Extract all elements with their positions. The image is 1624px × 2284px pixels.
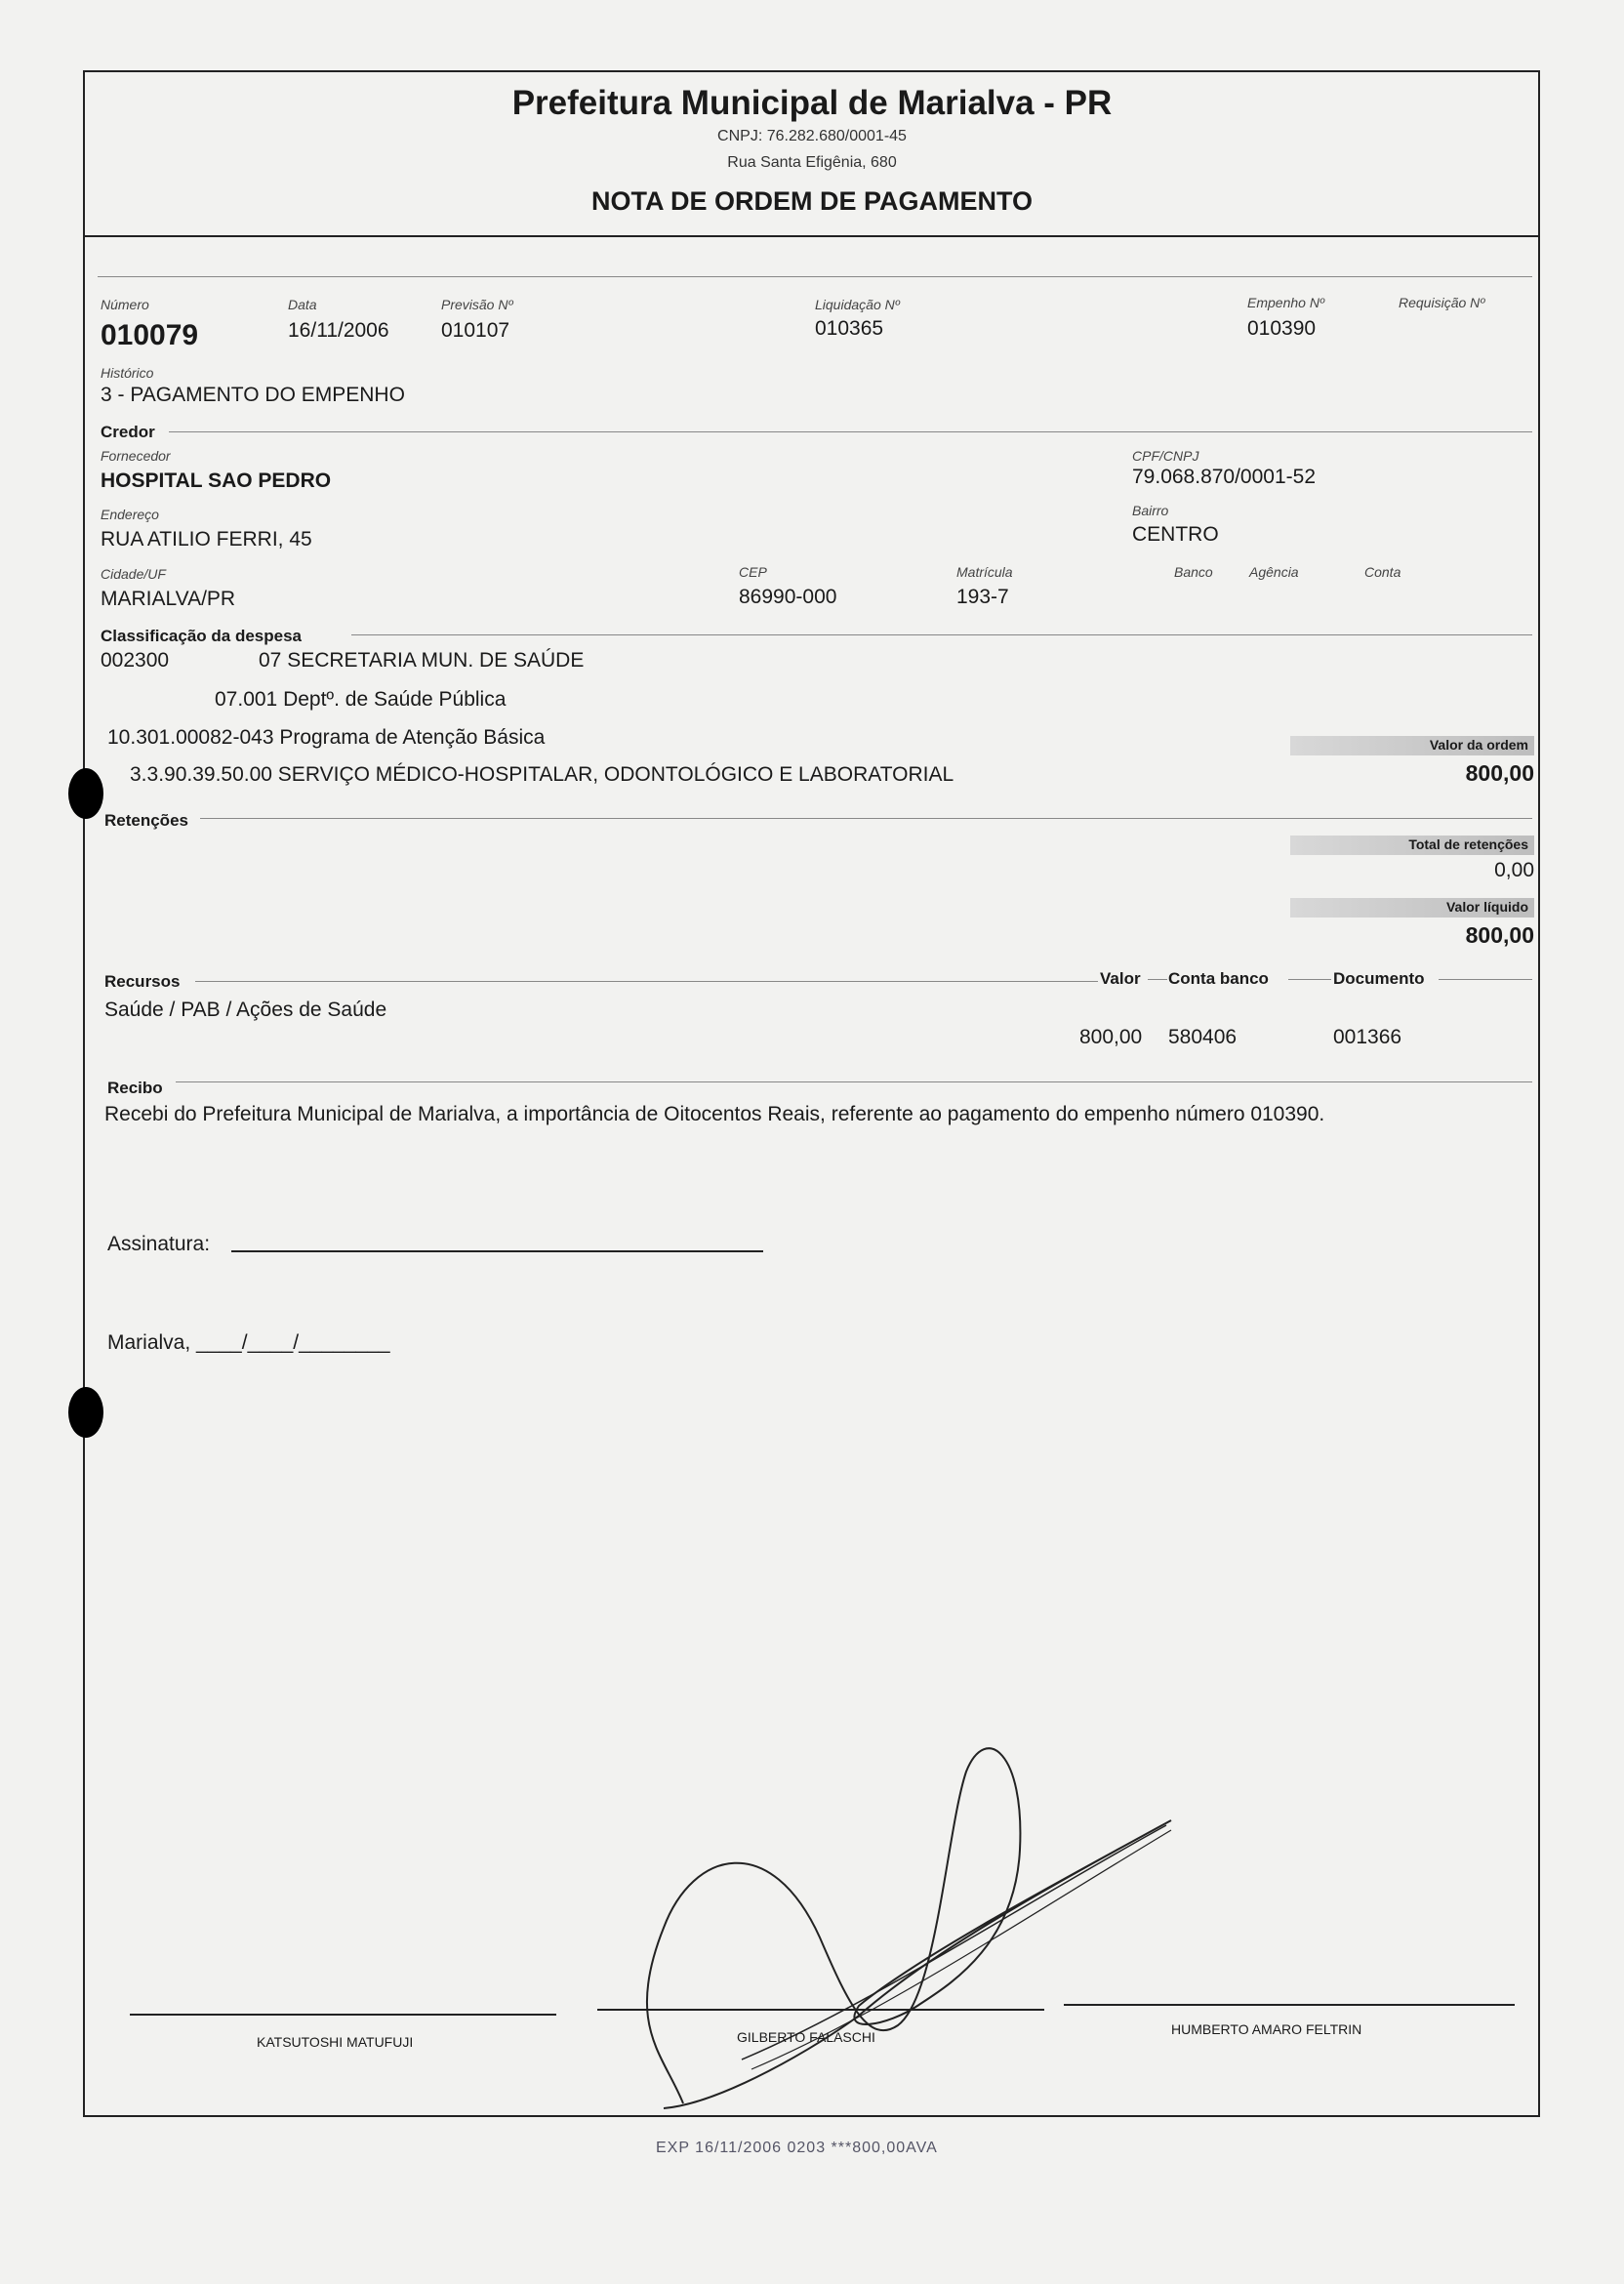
recursos-documento-label: Documento [1333,969,1425,988]
recibo-text: Recebi do Prefeitura Municipal de Marialva, a importância de Oitocentos Reais, referente ao pagamento do empenho número 010390. [104,1103,1325,1125]
recursos-section-title: Recursos [104,972,181,991]
conta-label: Conta [1364,564,1401,580]
cep-label: CEP [739,564,767,580]
total-retencoes-label: Total de retenções [1408,836,1528,852]
assinatura-line[interactable] [231,1250,763,1252]
retencoes-rule [200,818,1532,819]
header-divider [83,235,1540,237]
cidade-label: Cidade/UF [101,566,166,582]
recibo-rule [176,1081,1532,1082]
requisicao-label: Requisição Nº [1399,295,1485,310]
numero-value: 010079 [101,319,199,351]
recibo-section-title: Recibo [107,1079,163,1097]
classificacao-section-title: Classificação da despesa [101,627,303,645]
previsao-label: Previsão Nº [441,297,513,312]
valor-ordem-label: Valor da ordem [1429,737,1528,753]
recursos-rule-3 [1288,979,1331,980]
valor-liquido-value: 800,00 [1465,922,1534,948]
endereco-value: RUA ATILIO FERRI, 45 [101,528,312,551]
valor-liquido-box [1290,898,1534,918]
document-title: NOTA DE ORDEM DE PAGAMENTO [590,186,1033,216]
classificacao-code: 002300 [101,649,170,672]
header-cnpj: CNPJ: 76.282.680/0001-45 [717,128,907,144]
retencoes-section-title: Retenções [104,811,188,830]
bairro-label: Bairro [1132,503,1169,518]
endereco-label: Endereço [101,507,159,522]
signature-line-1 [130,2014,556,2016]
classificacao-line2: 07.001 Deptº. de Saúde Pública [215,688,507,711]
cidade-value: MARIALVA/PR [101,588,236,610]
credor-rule [169,431,1532,432]
local-data: Marialva, ____/____/________ [107,1331,390,1354]
agencia-label: Agência [1249,564,1299,580]
recursos-rule-4 [1439,979,1532,980]
historico-value: 3 - PAGAMENTO DO EMPENHO [101,384,405,406]
assinatura-label: Assinatura: [107,1233,211,1255]
previsao-value: 010107 [441,319,510,342]
recursos-rule [195,981,1098,982]
classificacao-rule [351,634,1532,635]
liquidacao-value: 010365 [815,317,884,340]
classificacao-line4: 3.3.90.39.50.00 SERVIÇO MÉDICO-HOSPITALAR, ODONTOLÓGICO E LABORATORIAL [130,763,954,786]
classificacao-line3: 10.301.00082-043 Programa de Atenção Básica [107,726,546,749]
signature-line-2 [597,2009,1044,2011]
valor-liquido-label: Valor líquido [1445,899,1528,915]
valor-ordem-value: 800,00 [1465,760,1534,786]
valor-ordem-box [1290,736,1534,755]
recursos-descricao: Saúde / PAB / Ações de Saúde [104,999,387,1021]
binder-hole-top [68,768,103,819]
data-value: 16/11/2006 [288,319,389,342]
recursos-documento: 001366 [1333,1026,1402,1048]
numero-label: Número [101,297,149,312]
recursos-valor: 800,00 [1079,1026,1143,1048]
fornecedor-value: HOSPITAL SAO PEDRO [101,469,332,492]
bank-authentication-stamp: EXP 16/11/2006 0203 ***800,00AVA [656,2140,938,2156]
recursos-conta-label: Conta banco [1168,969,1269,988]
binder-hole-bottom [68,1387,103,1438]
signature-name-2: GILBERTO FALASCHI [737,2029,875,2045]
signature-name-3: HUMBERTO AMARO FELTRIN [1171,2021,1362,2037]
banco-label: Banco [1174,564,1213,580]
total-retencoes-value: 0,00 [1494,859,1534,881]
handwritten-signature [625,1733,1191,2123]
signature-line-3 [1064,2004,1515,2006]
header-address: Rua Santa Efigênia, 680 [727,154,897,171]
fornecedor-label: Fornecedor [101,448,171,464]
liquidacao-label: Liquidação Nº [815,297,900,312]
data-label: Data [288,297,317,312]
matricula-value: 193-7 [956,586,1009,608]
cpf-value: 79.068.870/0001-52 [1132,466,1317,488]
recursos-rule-2 [1148,979,1167,980]
page-title: Prefeitura Municipal de Marialva - PR [511,84,1113,122]
recursos-valor-label: Valor [1100,969,1141,988]
empenho-value: 010390 [1247,317,1317,340]
empenho-label: Empenho Nº [1247,295,1325,310]
bairro-value: CENTRO [1132,523,1219,546]
credor-section-title: Credor [101,423,155,441]
matricula-label: Matrícula [956,564,1013,580]
cep-value: 86990-000 [739,586,837,608]
total-retencoes-box [1290,836,1534,855]
recursos-conta: 580406 [1168,1026,1238,1048]
classificacao-line1: 07 SECRETARIA MUN. DE SAÚDE [259,649,585,672]
historico-label: Histórico [101,365,154,381]
cpf-label: CPF/CNPJ [1132,448,1199,464]
fields-divider [98,276,1532,277]
signature-name-1: KATSUTOSHI MATUFUJI [257,2034,414,2050]
